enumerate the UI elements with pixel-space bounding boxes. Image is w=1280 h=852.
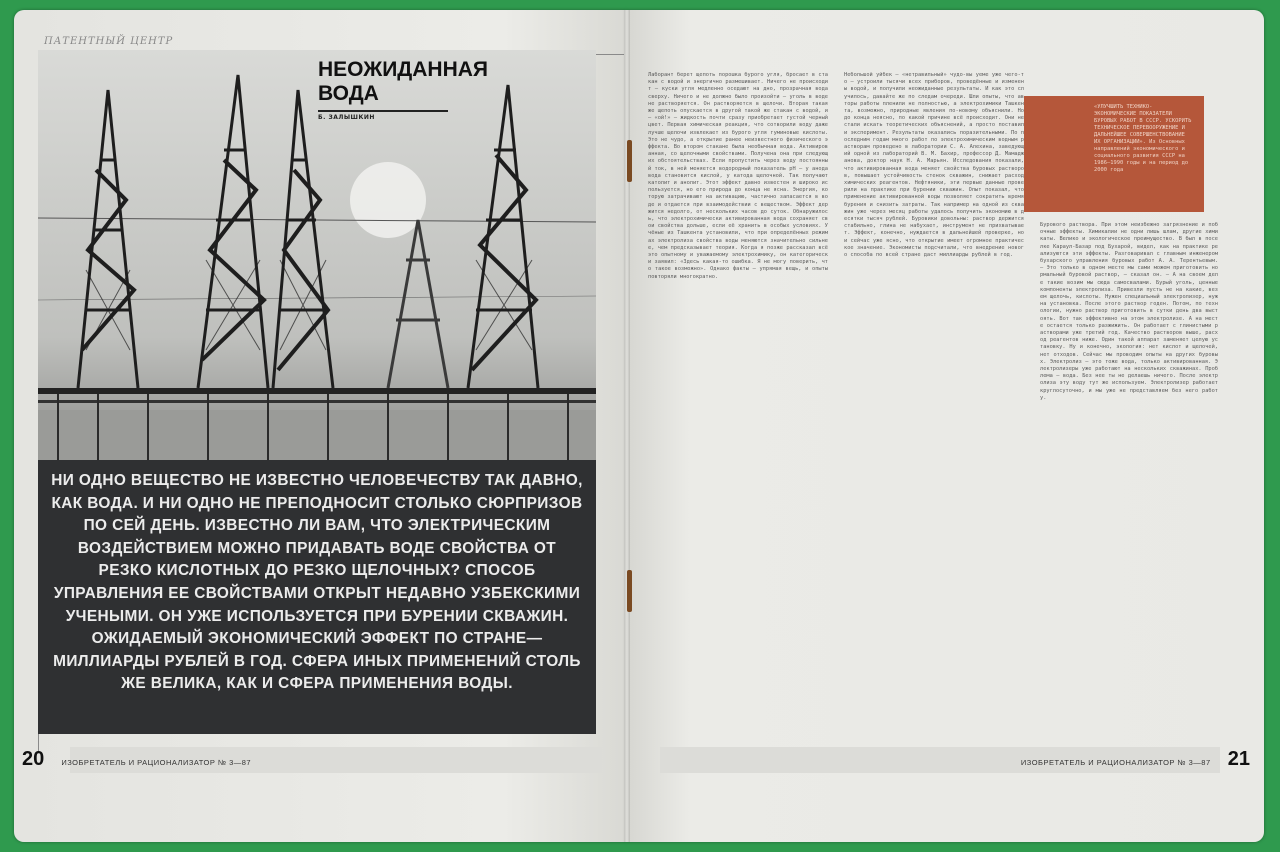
spine-fold [624, 10, 630, 842]
footer-left [22, 748, 251, 771]
text-column-1: Лаборант берет щепоть порошка бурого угля, бросает в стакан с водой и энергично размешивает. Ничего не происходит — куски угля медленно оседают на дно, прозрачная вода сверху. Ничего и не должно было произойти — уголь в воде не растворяется. Он растворяется в щелочи. Вторая такая же щепоть опускается в другой такой же стакан с водой, и — «ой!» — жидкость почти сразу приобретает густой черный цвет. Первая химическая реакция, что сотворили воду даже лучше щелочи извлекает из бурого угля гуминовые кислоты. Это не чудо, а открытие ранее неизвестного физического эффекта. Во втором стакане была необычная вода. Активированная, со щелочными свойствами. Получена она при следующих обстоятельствах. Если пропустить через воду постоянный ток, в ней меняется водородный показатель pH — у анода вода становится кислой, у катода щелочной. Так получают католит и анолит. Этот эффект давно известен и широко используется, но его природа до конца не ясна. Энергия, которую затрачивают на активацию, частично запасается в воде и отдается при взаимодействии с веществом. Эффект держится недолго, от нескольких часов до суток. Обнаружилось, что электрохимически активированная вода сохраняет свои свойства дольше, если её хранить в особых условиях. Учёные из Ташкента установили, что при определённых режимах электролиза свойства воды меняются значительно сильнее, чем предсказывает теория. Когда я позже рассказал всё это опытному и уважаемому электрохимику, он категорически заявил: «Здесь какая-то ошибка. Я не могу поверить, что такое возможно». Однако факты — упрямая вещь, и опыты повторяли многократно. [648, 72, 828, 280]
staple-top [627, 140, 632, 182]
page-number-left: 20 [22, 748, 45, 770]
quote-sidebar: «УЛУЧШИТЬ ТЕХНИКО-ЭКОНОМИЧЕСКИЕ ПОКАЗАТЕЛИ БУРОВЫХ РАБОТ В СССР. УСКОРИТЬ ТЕХНИЧЕСКОЕ ПЕРЕВООРУЖЕНИЕ И ДАЛЬНЕЙШЕЕ СОВЕРШЕНСТВОВАНИЕ ИХ ОРГАНИЗАЦИИ». Из Основных направлений экономического и социального развития СССР на 1986—1990 годы и на период до 2000 года [1024, 96, 1204, 212]
article-title: НЕОЖИДАННАЯ ВОДА [318, 58, 489, 105]
author-name: Б. ЗАЛЫШКИН [318, 110, 448, 121]
text-column-2: Небольшой уйбек — «нетравильный» чудо-вы уеме уже чего-то — устроили тысячи всех приборов, проведённые и изменены водой, и получили неожиданные результаты. И как это случилось, давайте же по следам очереди. Шли опыты, что авторы работы пленили не полностью, а электрохимики Ташкента, возможно, природные явления по-новому объяснили. Но до конца неясно, по какой причине всё происходит. Они не стали искать теоретических объяснений, а просто поставили эксперимент. Результаты оказались поразительными. По последним годам много работ по электрохимическим водным растворам проведено в лаборатории С. А. Алехина, заведующий одной из лабораторий В. М. Бахир, профессор Д. Мамаджанова, доктор наук Н. А. Марьян. Исследования показали, что активированная вода меняет свойства буровых растворов, повышает устойчивость стенок скважин, снижает расход химических реагентов. Нефтяники, эти первые данные проверили на практике при бурении скважин. Опыт показал, что применение активированной воды позволяет сократить время бурения и снизить затраты. Так например на одной из скважин уже через месяц работы удалось получить экономию в десятки тысяч рублей. Буровики довольны: раствор держится стабильно, глина не набухает, инструмент не прихватывает. Эффект, конечно, нуждается в дальнейшей проверке, но и сейчас уже ясно, что открытие имеет огромное практическое значение. Экономисты подсчитали, что внедрение нового способа по всей стране даст миллиарды рублей в год. [844, 72, 1024, 259]
journal-name-left: ИЗОБРЕТАТЕЛЬ И РАЦИОНАЛИЗАТОР № 3—87 [61, 758, 252, 767]
lead-paragraph: НИ ОДНО ВЕЩЕСТВО НЕ ИЗВЕСТНО ЧЕЛОВЕЧЕСТВУ ТАК ДАВНО, КАК ВОДА. И НИ ОДНО НЕ ПРЕПОДНОСИТ СТОЛЬКО СЮРПРИЗОВ ПО СЕЙ ДЕНЬ. ИЗВЕСТНО ЛИ ВАМ, ЧТО ЭЛЕКТРИЧЕСКИМ ВОЗДЕЙСТВИЕМ МОЖНО ПРИДАВАТЬ ВОДЕ СВОЙСТВА ОТ РЕЗКО КИСЛОТНЫХ ДО РЕЗКО ЩЕЛОЧНЫХ? СПОСОБ УПРАВЛЕНИЯ ЕЕ СВОЙСТВАМИ ОТКРЫТ НЕДАВНО УЗБЕКСКИМИ УЧЕНЫМИ. ОН УЖЕ ИСПОЛЬЗУЕТСЯ ПРИ БУРЕНИИ СКВАЖИН. ОЖИДАЕМЫЙ ЭКОНОМИЧЕСКИЙ ЭФФЕКТ ПО СТРАНЕ—МИЛЛИАРДЫ РУБЛЕЙ В ГОД. СФЕРА ИНЫХ ПРИМЕНЕНИЙ СТОЛЬ ЖЕ ВЕЛИКА, КАК И СФЕРА ПРИМЕНЕНИЯ ВОДЫ. [38, 460, 596, 734]
footer-right [1021, 748, 1250, 771]
staple-bottom [627, 570, 632, 612]
title-block [318, 58, 513, 121]
text-column-3: Бурового раствора. При этом неизбежно загрязнение и побочные эффекты. Химикалии не одни лишь шлам, другие химикаты. Велико и экологическое преимущество. В был в поселке Караул-Базар под Бухарой, видел, как на практике реализуются эти эффекты. Разговаривал с главным инженером бухарского управления буровых работ А. А. Терентьевым. — Это только в одном месте мы сами можем приготовить нормальный буровой раствор, — сказал он. — А на своем деле такие возим мы сюда самосвалами. Бурый уголь, ценные компоненты электролиза. Привезли пусть не на какие, везем щелочь, кислоты. Нужен специальный электролизер, нужна установка. После этого раствор годен. Потом, по технологии, нужно раствор приготовить в сутки день два выстоять. Вот так эффективно на этом электролизе. А на месте остается только разжижить. Он работает с глинистыми растворами уже третий год. Качество растворов выше, расход реагентов ниже. Один такой аппарат заменяет целую установку. Ну и конечно, экология: нет кислот и щелочей, нет отходов. Сейчас мы проводим опыты на других буровых. Электролиз — это тоже вода, только активированная. Электролизеры уже работают на нескольких скважинах. Проблема — вода. Без нее ты не делаешь ничего. После электролиза эту воду тут же используем. Электролизер работает круглосуточно, и мы уже не представляем без него работу. [1040, 222, 1218, 401]
journal-name-right: ИЗОБРЕТАТЕЛЬ И РАЦИОНАЛИЗАТОР № 3—87 [1020, 758, 1211, 767]
page-number-right: 21 [1227, 748, 1250, 770]
rubric-label: ПАТЕНТНЫЙ ЦЕНТР [44, 36, 174, 47]
